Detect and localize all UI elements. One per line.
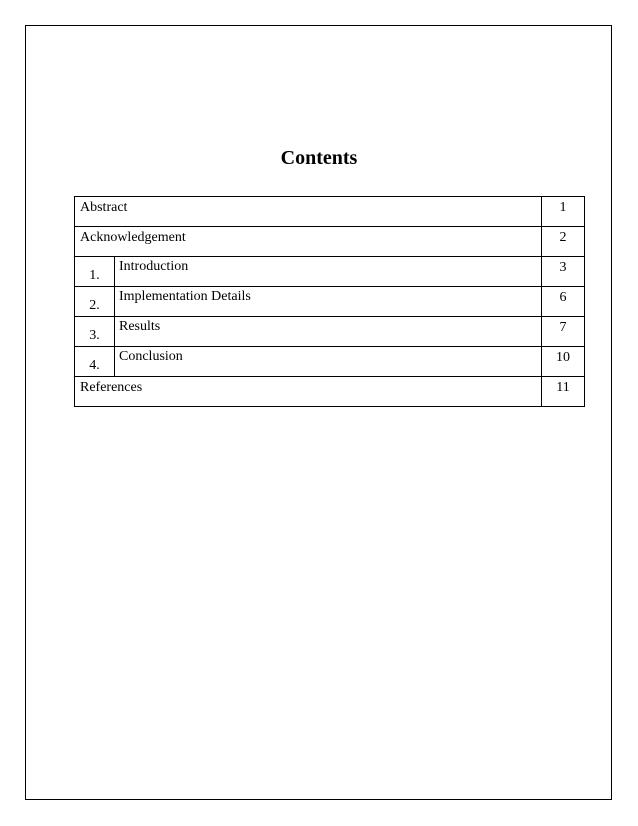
toc-entry-label: Conclusion [115, 347, 542, 377]
toc-row-chapter-4 [75, 347, 585, 377]
page-title: Contents [280, 147, 358, 169]
toc-page-number: 6 [542, 287, 585, 317]
toc-entry-label: References [75, 377, 542, 407]
page-border [25, 25, 612, 800]
toc-entry-label: Results [115, 317, 542, 347]
toc-chapter-number: 4. [75, 347, 115, 377]
toc-row-chapter-2 [75, 287, 585, 317]
toc-page-number: 10 [542, 347, 585, 377]
toc-row-chapter-1 [75, 257, 585, 287]
toc-entry-label: Abstract [75, 197, 542, 227]
toc-row-references [75, 377, 585, 407]
toc-page-number: 1 [542, 197, 585, 227]
toc-row-acknowledgement [75, 227, 585, 257]
toc-chapter-number: 2. [75, 287, 115, 317]
toc-entry-label: Introduction [115, 257, 542, 287]
toc-row-chapter-3 [75, 317, 585, 347]
toc-page-number: 7 [542, 317, 585, 347]
toc-chapter-number: 3. [75, 317, 115, 347]
toc-page-number: 2 [542, 227, 585, 257]
toc-entry-label: Acknowledgement [75, 227, 542, 257]
toc-row-abstract [75, 197, 585, 227]
table-of-contents [74, 196, 585, 407]
toc-page-number: 3 [542, 257, 585, 287]
toc-page-number: 11 [542, 377, 585, 407]
toc-entry-label: Implementation Details [115, 287, 542, 317]
toc-chapter-number: 1. [75, 257, 115, 287]
